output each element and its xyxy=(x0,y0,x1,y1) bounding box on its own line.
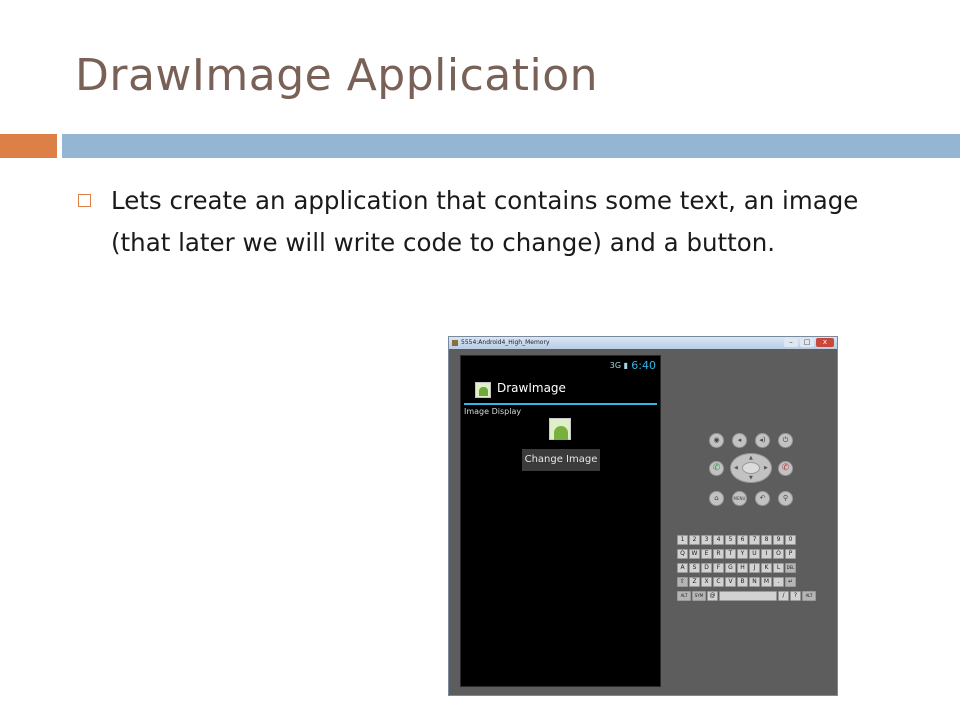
key[interactable]: I xyxy=(761,549,772,559)
dpad-up-icon: ▲ xyxy=(749,455,753,461)
accent-bar-blue xyxy=(62,134,960,158)
volume-up-button[interactable]: ◂) xyxy=(755,433,770,448)
accent-bar-orange xyxy=(0,134,57,158)
key[interactable]: 7 xyxy=(749,535,760,545)
status-time: 6:40 xyxy=(631,359,656,372)
key[interactable]: 2 xyxy=(689,535,700,545)
key[interactable]: U xyxy=(749,549,760,559)
dpad-left-icon: ◀ xyxy=(734,465,738,471)
key[interactable]: 9 xyxy=(773,535,784,545)
alt-key-right[interactable]: ALT xyxy=(802,591,816,601)
emulator-window xyxy=(448,336,838,696)
key[interactable]: . xyxy=(773,577,784,587)
image-display-label: Image Display xyxy=(464,407,522,416)
emulator-titlebar xyxy=(449,337,837,349)
app-launcher-icon xyxy=(475,382,491,398)
device-screen xyxy=(460,355,661,687)
power-button[interactable]: ⏻ xyxy=(778,433,793,448)
key[interactable]: J xyxy=(749,563,760,573)
shift-key[interactable]: ⇧ xyxy=(677,577,688,587)
key[interactable]: L xyxy=(773,563,784,573)
key[interactable]: 0 xyxy=(785,535,796,545)
maximize-button[interactable]: □ xyxy=(800,338,814,347)
dpad[interactable] xyxy=(730,453,772,483)
key[interactable]: ? xyxy=(790,591,801,601)
key[interactable]: C xyxy=(713,577,724,587)
call-button[interactable]: ✆ xyxy=(709,461,724,476)
android-image-icon xyxy=(549,418,571,440)
key[interactable]: B xyxy=(737,577,748,587)
key[interactable]: E xyxy=(701,549,712,559)
alt-key-left[interactable]: ALT xyxy=(677,591,691,601)
window-controls xyxy=(784,338,834,347)
key[interactable]: G xyxy=(725,563,736,573)
actionbar-divider xyxy=(464,403,657,405)
key[interactable]: @ xyxy=(707,591,718,601)
key[interactable]: H xyxy=(737,563,748,573)
keyboard-row-zxcv xyxy=(677,577,796,587)
keyboard-row-qwerty xyxy=(677,549,796,559)
back-button[interactable]: ↶ xyxy=(755,491,770,506)
key[interactable]: 5 xyxy=(725,535,736,545)
key[interactable]: F xyxy=(713,563,724,573)
minimize-button[interactable]: – xyxy=(784,338,798,347)
key[interactable]: 4 xyxy=(713,535,724,545)
camera-button[interactable]: ◉ xyxy=(709,433,724,448)
key[interactable]: W xyxy=(689,549,700,559)
emulator-app-icon xyxy=(452,340,458,346)
key[interactable]: Y xyxy=(737,549,748,559)
search-button[interactable]: ⚲ xyxy=(778,491,793,506)
key[interactable]: A xyxy=(677,563,688,573)
bullet-square-icon xyxy=(78,194,91,207)
dpad-down-icon: ▼ xyxy=(749,475,753,481)
change-image-button[interactable]: Change Image xyxy=(522,449,600,471)
key[interactable]: D xyxy=(701,563,712,573)
menu-button[interactable]: MENU xyxy=(732,491,747,506)
keyboard-row-asdf xyxy=(677,563,796,573)
delete-key[interactable]: DEL xyxy=(785,563,796,573)
key[interactable]: O xyxy=(773,549,784,559)
app-title: DrawImage xyxy=(497,381,566,395)
key[interactable]: Z xyxy=(689,577,700,587)
key[interactable]: P xyxy=(785,549,796,559)
key[interactable]: 8 xyxy=(761,535,772,545)
key[interactable]: N xyxy=(749,577,760,587)
key[interactable]: Q xyxy=(677,549,688,559)
dpad-right-icon: ▶ xyxy=(764,465,768,471)
slide-title: DrawImage Application xyxy=(75,50,599,101)
bullet-text: Lets create an application that contains some text, an image (that later we will write code to change) and a button. xyxy=(111,186,859,257)
volume-down-button[interactable]: ◂ xyxy=(732,433,747,448)
key[interactable]: T xyxy=(725,549,736,559)
key[interactable]: S xyxy=(689,563,700,573)
key[interactable]: / xyxy=(778,591,789,601)
key[interactable]: R xyxy=(713,549,724,559)
sym-key[interactable]: SYM xyxy=(692,591,706,601)
dpad-center-button[interactable] xyxy=(742,462,760,474)
status-bar xyxy=(461,356,660,376)
key[interactable]: X xyxy=(701,577,712,587)
end-call-button[interactable]: ✆ xyxy=(778,461,793,476)
key[interactable]: V xyxy=(725,577,736,587)
home-button[interactable]: ⌂ xyxy=(709,491,724,506)
key[interactable]: M xyxy=(761,577,772,587)
emulator-window-title: 5554:Android4_High_Memory xyxy=(461,339,550,346)
keyboard-row-bottom xyxy=(677,591,816,601)
space-key[interactable] xyxy=(719,591,777,601)
keyboard-row-numbers xyxy=(677,535,796,545)
signal-battery-icon: 3G ▮ xyxy=(609,361,628,370)
key[interactable]: 6 xyxy=(737,535,748,545)
key[interactable]: 1 xyxy=(677,535,688,545)
key[interactable]: 3 xyxy=(701,535,712,545)
key[interactable]: K xyxy=(761,563,772,573)
enter-key[interactable]: ↵ xyxy=(785,577,796,587)
close-button[interactable]: x xyxy=(816,338,834,347)
